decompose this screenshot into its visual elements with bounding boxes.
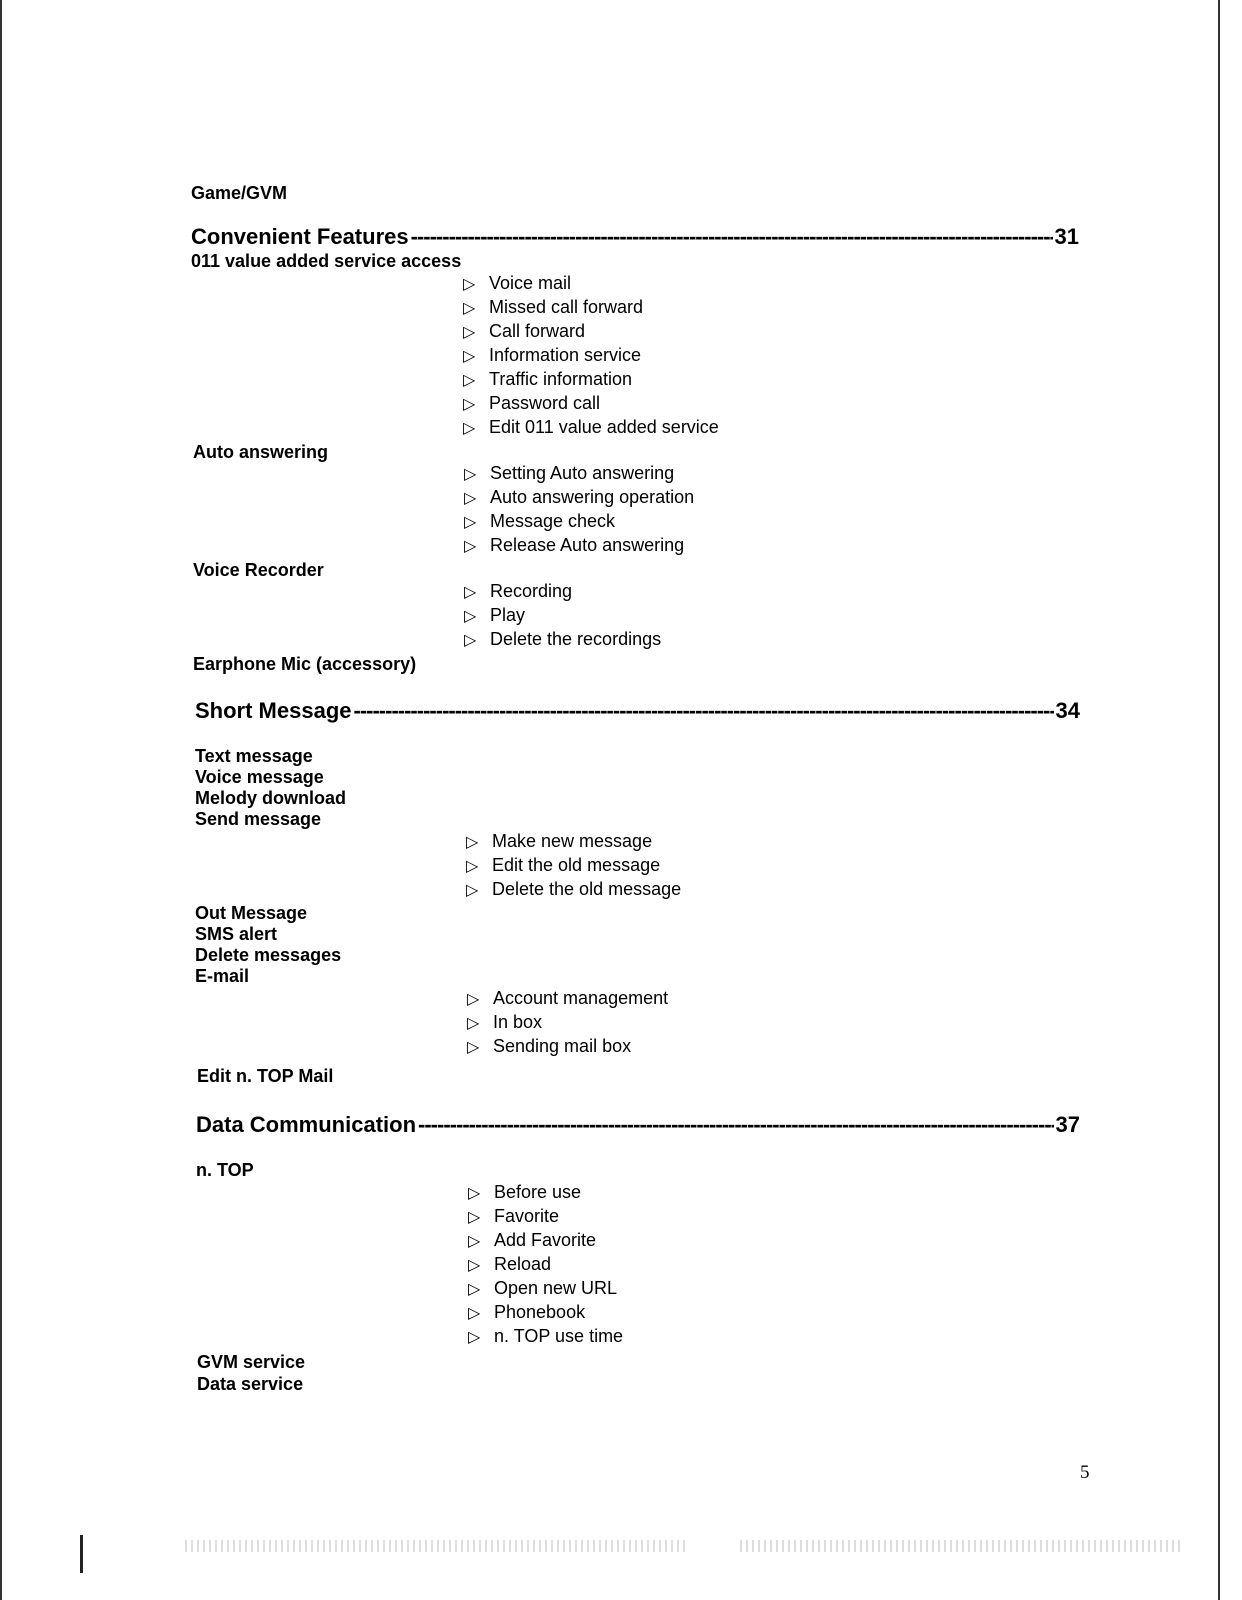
- toc-subitem: ▷ Reload: [468, 1254, 552, 1274]
- toc-item: Delete messages: [195, 945, 342, 965]
- toc-item: Out Message: [195, 903, 308, 923]
- toc-subitem: ▷ Add Favorite: [468, 1230, 597, 1250]
- toc-item: Voice Recorder: [193, 560, 324, 580]
- toc-item: GVM service: [197, 1352, 306, 1372]
- triangle-bullet-icon: ▷: [464, 584, 477, 601]
- section-title: Short Message: [195, 698, 352, 723]
- triangle-bullet-icon: ▷: [463, 372, 476, 389]
- triangle-bullet-icon: ▷: [467, 991, 480, 1008]
- triangle-bullet-icon: ▷: [468, 1185, 481, 1202]
- triangle-bullet-icon: ▷: [468, 1257, 481, 1274]
- toc-subitem: ▷ Message check: [464, 511, 616, 531]
- triangle-bullet-icon: ▷: [468, 1209, 481, 1226]
- dot-leader: [354, 698, 1054, 724]
- triangle-bullet-icon: ▷: [468, 1233, 481, 1250]
- triangle-bullet-icon: ▷: [463, 396, 476, 413]
- triangle-bullet-icon: ▷: [467, 1015, 480, 1032]
- toc-item: Voice message: [195, 767, 324, 787]
- section-title: Data Communication: [196, 1112, 417, 1137]
- toc-item-game-gvm: Game/GVM: [191, 183, 288, 203]
- toc-item: 011 value added service access: [191, 251, 462, 271]
- toc-item: Melody download: [195, 788, 346, 808]
- triangle-bullet-icon: ▷: [463, 300, 476, 317]
- triangle-bullet-icon: ▷: [466, 834, 479, 851]
- page-number: 5: [1080, 1462, 1090, 1483]
- toc-subitem: ▷ Edit the old message: [466, 855, 661, 875]
- toc-subitem: ▷ Delete the old message: [466, 879, 682, 899]
- triangle-bullet-icon: ▷: [463, 276, 476, 293]
- triangle-bullet-icon: ▷: [464, 632, 477, 649]
- triangle-bullet-icon: ▷: [463, 348, 476, 365]
- toc-subitem: ▷ Before use: [468, 1182, 582, 1202]
- section-heading-data-communication: [196, 1112, 1080, 1138]
- toc-item: Edit n. TOP Mail: [197, 1066, 334, 1086]
- toc-item: Send message: [195, 809, 322, 829]
- toc-subitem: ▷ Open new URL: [468, 1278, 618, 1298]
- toc-subitem: ▷ Voice mail: [463, 273, 572, 293]
- dot-leader: [411, 224, 1053, 250]
- toc-item: Auto answering: [193, 442, 329, 462]
- scan-artifact-noise: [185, 1540, 685, 1552]
- section-page-number: 37: [1055, 1112, 1080, 1137]
- toc-subitem: ▷ Auto answering operation: [464, 487, 695, 507]
- toc-subitem: ▷ Account management: [467, 988, 669, 1008]
- toc-item: E-mail: [195, 966, 250, 986]
- toc-subitem: ▷ Traffic information: [463, 369, 633, 389]
- toc-subitem: ▷ Missed call forward: [463, 297, 644, 317]
- triangle-bullet-icon: ▷: [463, 420, 476, 437]
- triangle-bullet-icon: ▷: [466, 882, 479, 899]
- section-page-number: 31: [1054, 224, 1079, 249]
- section-heading-convenient-features: [191, 224, 1079, 250]
- triangle-bullet-icon: ▷: [464, 538, 477, 555]
- triangle-bullet-icon: ▷: [468, 1305, 481, 1322]
- scan-artifact-noise: [740, 1540, 1180, 1552]
- toc-subitem: ▷ Release Auto answering: [464, 535, 685, 555]
- section-page-number: 34: [1055, 698, 1080, 723]
- triangle-bullet-icon: ▷: [467, 1039, 480, 1056]
- toc-subitem: ▷ Recording: [464, 581, 573, 601]
- triangle-bullet-icon: ▷: [468, 1281, 481, 1298]
- dot-leader: [418, 1112, 1053, 1138]
- toc-subitem: ▷ Setting Auto answering: [464, 463, 675, 483]
- triangle-bullet-icon: ▷: [463, 324, 476, 341]
- section-title: Convenient Features: [191, 224, 409, 249]
- triangle-bullet-icon: ▷: [466, 858, 479, 875]
- toc-subitem: ▷ In box: [467, 1012, 543, 1032]
- toc-subitem: ▷ Edit 011 value added service: [463, 417, 719, 437]
- triangle-bullet-icon: ▷: [464, 608, 477, 625]
- toc-subitem: ▷ Make new message: [466, 831, 653, 851]
- toc-subitem: ▷ Favorite: [468, 1206, 560, 1226]
- triangle-bullet-icon: ▷: [464, 466, 477, 483]
- toc-subitem: ▷ Phonebook: [468, 1302, 586, 1322]
- toc-subitem: ▷ Password call: [463, 393, 601, 413]
- triangle-bullet-icon: ▷: [464, 490, 477, 507]
- section-heading-short-message: [195, 698, 1080, 724]
- toc-item: n. TOP: [196, 1160, 254, 1180]
- toc-item: Data service: [197, 1374, 304, 1394]
- triangle-bullet-icon: ▷: [464, 514, 477, 531]
- triangle-bullet-icon: ▷: [468, 1329, 481, 1346]
- toc-item: SMS alert: [195, 924, 278, 944]
- toc-subitem: ▷ Play: [464, 605, 526, 625]
- toc-subitem: ▷ Information service: [463, 345, 642, 365]
- toc-item: Text message: [195, 746, 313, 766]
- toc-subitem: ▷ Delete the recordings: [464, 629, 662, 649]
- toc-subitem: ▷ Call forward: [463, 321, 586, 341]
- toc-subitem: ▷ Sending mail box: [467, 1036, 632, 1056]
- scan-artifact-mark: [80, 1535, 83, 1573]
- toc-item: Earphone Mic (accessory): [193, 654, 417, 674]
- toc-subitem: ▷ n. TOP use time: [468, 1326, 624, 1346]
